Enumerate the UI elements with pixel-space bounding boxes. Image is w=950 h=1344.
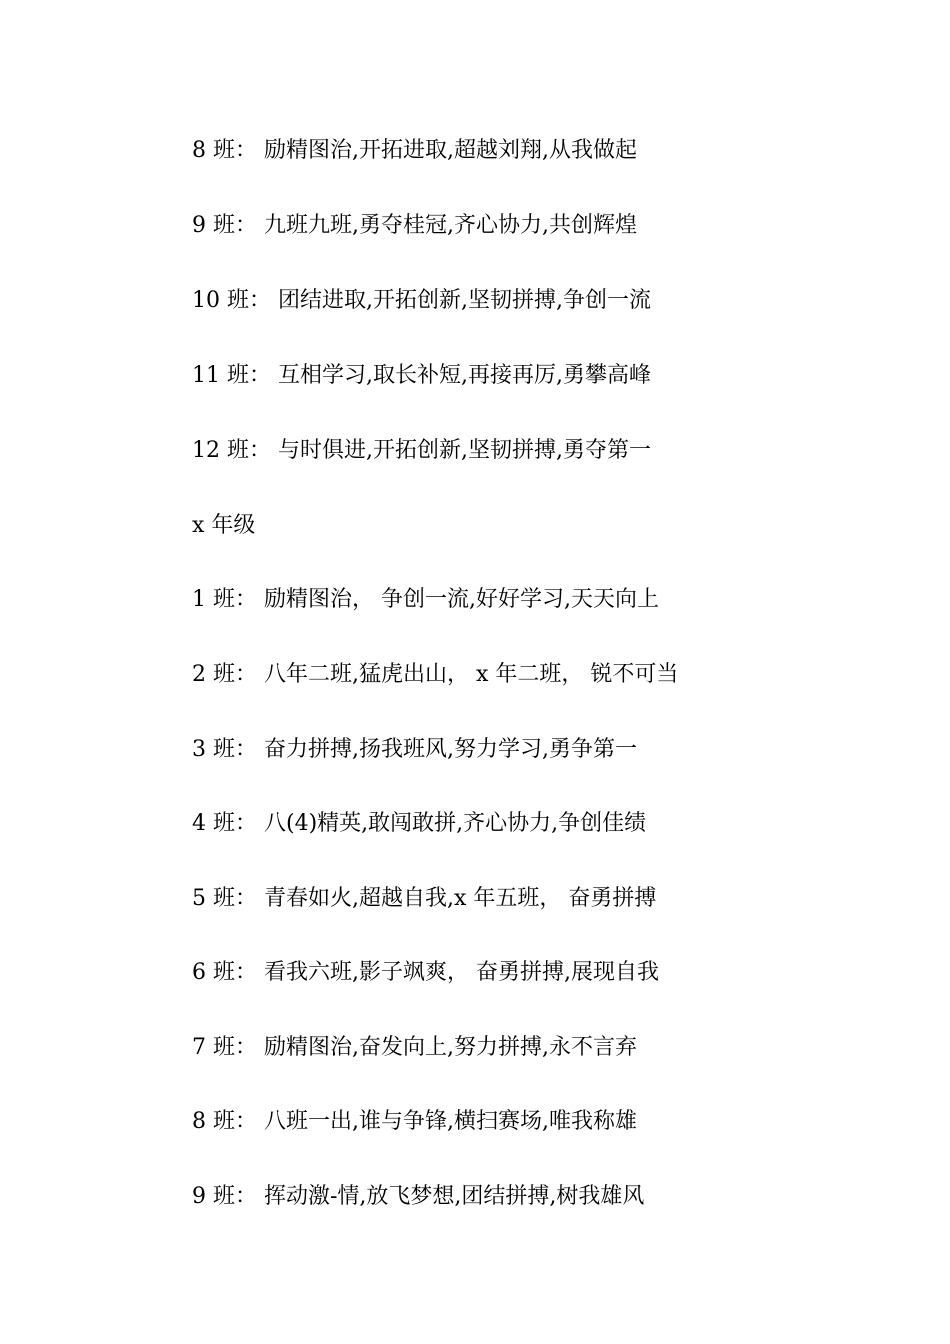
slogan-line-grade-class-6: 6 班： 看我六班,影子飒爽， 奋勇拼搏,展现自我 (192, 960, 659, 985)
slogan-line-grade-class-4: 4 班： 八(4)精英,敢闯敢拼,齐心协力,争创佳绩 (192, 811, 647, 836)
slogan-line-class-9: 9 班： 九班九班,勇夺桂冠,齐心协力,共创辉煌 (192, 213, 637, 238)
slogan-line-grade-class-3: 3 班： 奋力拼搏,扬我班风,努力学习,勇争第一 (192, 737, 637, 762)
slogan-line-grade-class-1: 1 班： 励精图治， 争创一流,好好学习,天天向上 (192, 587, 659, 612)
slogan-line-class-8: 8 班： 励精图治,开拓进取,超越刘翔,从我做起 (192, 138, 637, 163)
slogan-line-grade-class-2: 2 班： 八年二班,猛虎出山， x 年二班， 锐不可当 (192, 662, 679, 687)
slogan-line-class-12: 12 班： 与时俱进,开拓创新,坚韧拼搏,勇夺第一 (192, 438, 651, 463)
slogan-line-grade-class-5: 5 班： 青春如火,超越自我,x 年五班， 奋勇拼搏 (192, 886, 657, 911)
slogan-line-grade-class-7: 7 班： 励精图治,奋发向上,努力拼搏,永不言弃 (192, 1035, 637, 1060)
slogan-line-class-11: 11 班： 互相学习,取长补短,再接再厉,勇攀高峰 (192, 363, 651, 388)
slogan-line-grade-class-9: 9 班： 挥动激-情,放飞梦想,团结拼搏,树我雄风 (192, 1184, 645, 1209)
slogan-line-class-10: 10 班： 团结进取,开拓创新,坚韧拼搏,争创一流 (192, 288, 651, 313)
grade-heading: x 年级 (192, 513, 256, 538)
slogan-line-grade-class-8: 8 班： 八班一出,谁与争锋,横扫赛场,唯我称雄 (192, 1109, 637, 1134)
